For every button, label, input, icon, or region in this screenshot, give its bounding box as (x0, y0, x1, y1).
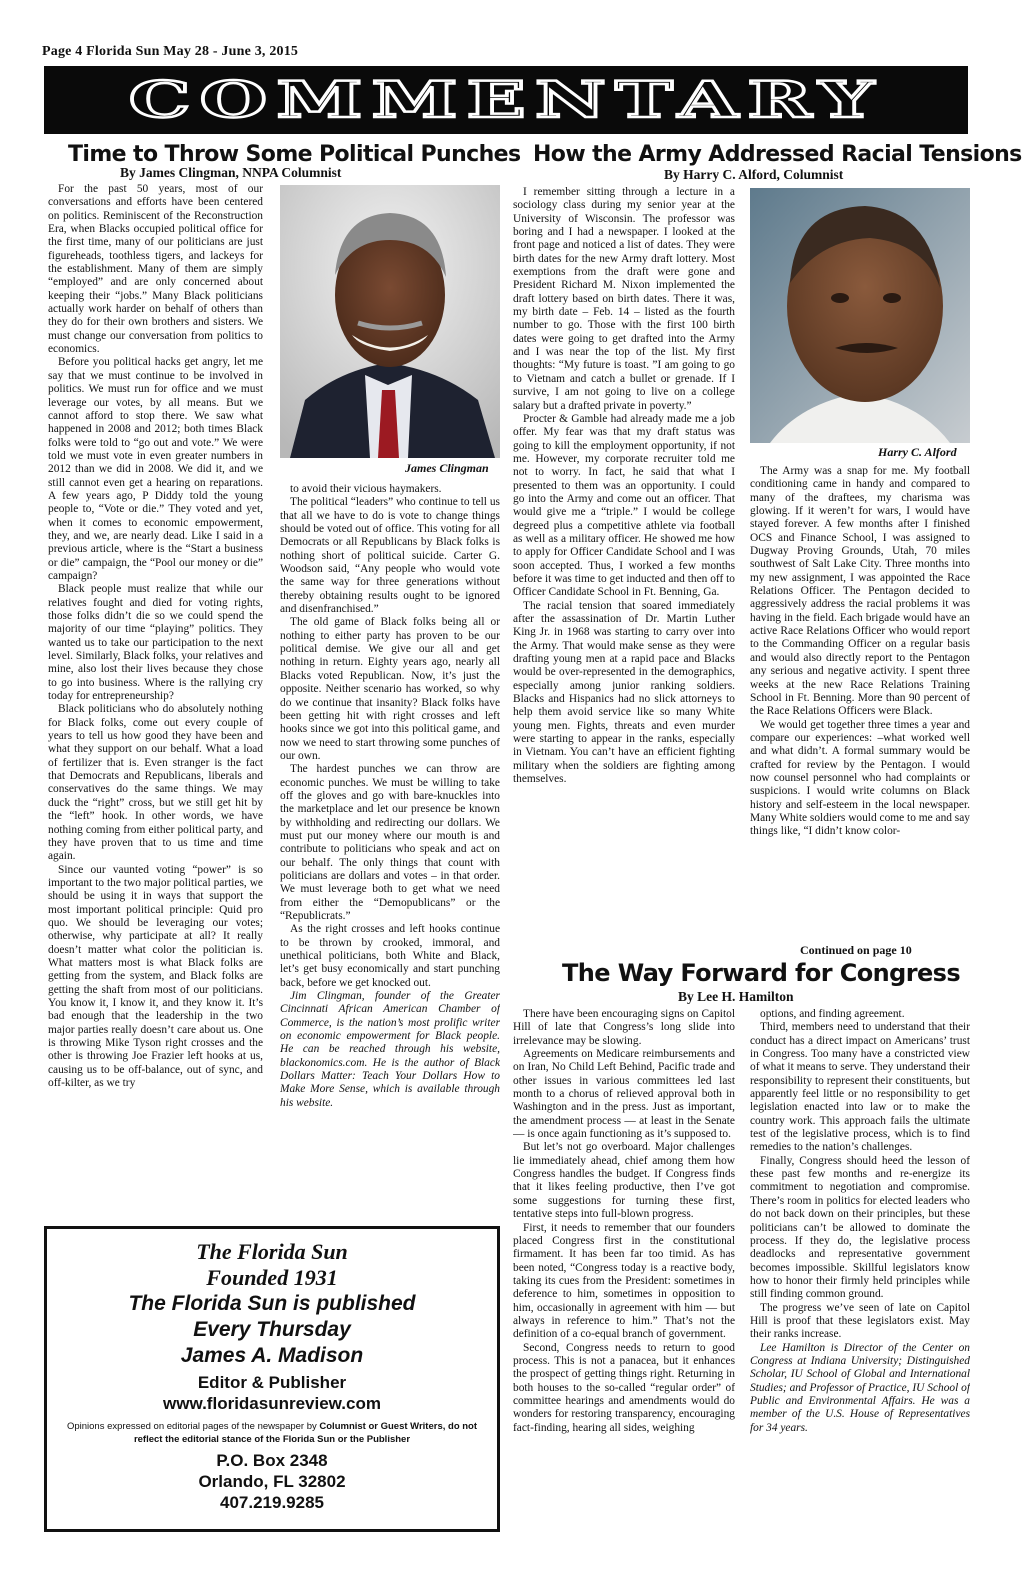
paragraph: Agreements on Medicare reimbursements and on Iran, No Child Left Behind, Pacific trade and other issues in various committees led last month to a chorus of relieved approval both in Washington and in the press. Just as important, the amendment process — at least in the Senate — is once again functioning as it’s supposed to. (513, 1048, 735, 1141)
masthead-founded: Founded 1931 (206, 1265, 338, 1290)
paragraph: First, it needs to remember that our founders placed Congress first in the constitutional firmament. It has been far too timid. As has been noted, “Congress today is a reactive body, taking its cues from the President: sometimes in deference to him, sometimes in opposition to him, occasionally in agreement with him — but always in reference to him.” That’s not the definition of a co-equal branch of government. (513, 1221, 735, 1341)
article3-headline: The Way Forward for Congress (562, 959, 961, 987)
article2-column-2 (750, 465, 970, 955)
columnist-photo-alford (750, 188, 970, 443)
article1-column-1 (48, 183, 263, 1219)
masthead-website: www.floridasunreview.com (163, 1394, 381, 1413)
article1-column-2 (280, 483, 500, 1213)
paragraph: Since our vaunted voting “power” is so important to the two major political parties, we should be using it in ways that support the most important political principle: Quid pro quo. We should be leveraging our votes; otherwise, why participate at all? It really doesn’t matter what color the politician is. What matters most is what Black folks are getting from the system, and Black folks are getting the shaft from most of our politicians. You know it, I know it, and they know it. It’s bad enough that the leadership in the two major parties really doesn’t care about us. One is throwing Mike Tyson right crosses and the other is throwing Joe Frazier left hooks at us, causing us to be off-balance, out of sync, and off-kilter, as we try (48, 863, 263, 1090)
masthead-disclaimer-part2: Columnist or Guest Writers, do not reflect the editorial stance of the Florida Sun or the Publisher (133, 1421, 478, 1445)
masthead-editor-title: Editor & Publisher (197, 1373, 347, 1392)
paragraph: Black people must realize that while our relatives fought and died for voting rights, those folks didn’t die so we could spend the majority of our time “playing” politics. They wanted us to take our participation to the next level. Similarly, Black folks, your relatives and mine, also lost their lives because they chose to go into business. Where is the rallying cry today for entrepreneurship? (48, 583, 263, 703)
paragraph: The Army was a snap for me. My football conditioning came in handy and compared to many of the draftees, my charisma was glowing. If it weren’t for wars, I would have stayed forever. A few months after I finished OCS and Finance School, I was assigned to Dugway Proving Grounds, Utah, 70 miles southwest of Salt Lake City. Three months into my new assignment, I was appointed the Race Relations Officer. The Pentagon decided to aggressively address the racial problems it was having in the field. Each brigade would have an active Race Relations Officer who would report to the Commanding Officer on a regular basis and would also directly report to the Pentagon any serious and negative activity. I spent three weeks at the new Race Relations Training School in Ft. Benning. More than 90 percent of the Race Relations Officers were Black. (750, 465, 970, 718)
article3-bio: Lee Hamilton is Director of the Center on Congress at Indiana University; Distinguished Scholar, IU School of Global and International Studies; and Professor of Practice, IU School of Public and Environmental Affairs. He was a member of the U.S. House of Representatives for 34 years. (750, 1341, 970, 1434)
paragraph: The progress we’ve seen of late on Capitol Hill is proof that these legislators exist. May their ranks increase. (750, 1301, 970, 1341)
article3-column-2-text (750, 1008, 970, 1342)
masthead-editor-name: James A. Madison (180, 1344, 364, 1367)
paragraph: to avoid their vicious haymakers. (290, 483, 442, 495)
article2-photo-caption: Harry C. Alford (878, 445, 957, 459)
masthead-paper-name: The Florida Sun (196, 1239, 348, 1264)
paragraph: Black politicians who do absolutely nothing for Black folks, come out every couple of years to tell us how good they have been and what they support on our behalf. What a load of fertilizer that is. Even stranger is the fact that Democrats and Republicans, liberals and conservatives do the same things. We may duck the “right” cross, but we still get hit by the “left” hook. In other words, we have nothing coming from either political party, and they have proven that to us time and time again. (48, 703, 263, 863)
paragraph: Finally, Congress should heed the lesson of these past few months and re-energize its commitment to negotiation and compromise. There’s room in politics for elected leaders who do not back down on their principles, but these politicians can’t be allowed to dominate the process. If they do, the legislative process deadlocks and representative government becomes impossible. Skillful legislators know how to honor their firmly held principles while still finding common ground. (750, 1154, 970, 1301)
article2-headline: How the Army Addressed Racial Tensions (533, 142, 1022, 167)
article1-photo-caption: James Clingman (405, 461, 489, 475)
paragraph: Second, Congress needs to return to good process. This is not a panacea, but it enhances the prospect of getting things right. Returning in both houses to the so-called “regular order” of committee hearings and amendments would do wonders for restoring transparency, encouraging fact-finding, hearing all sides, weighing (513, 1341, 735, 1434)
page-folio: Page 4 Florida Sun May 28 - June 3, 2015 (42, 44, 299, 59)
article3-byline: By Lee H. Hamilton (678, 989, 794, 1004)
masthead-po-box: P.O. Box 2348 (216, 1451, 328, 1470)
masthead-published: The Florida Sun is published (128, 1292, 416, 1315)
continued-notice: Continued on page 10 (800, 943, 912, 957)
paragraph: For the past 50 years, most of our conversations and efforts have been centered on politics. Reminiscent of the Reconstruction Era, when Blacks occupied political office for the first time, many of our politicians are just figureheads, toothless tigers, and lackeys for the establishment. Many of them are simply “employed” and are only concerned about keeping their “jobs.” Many Black politicians actually work harder on behalf of others than they do for their own brothers and sisters. We must change our conversation from politics to economics. (48, 183, 263, 356)
masthead-phone: 407.219.9285 (220, 1493, 324, 1512)
article3-column-1 (513, 1008, 735, 1532)
paragraph: Third, members need to understand that their conduct has a direct impact on Americans’ trust in Congress. Too many have a constricted view of what it means to serve. They understand their responsibility to represent their constituents, but apparently feel little or no responsibility to get legislation enacted into law or to make the country work. This approach fails the ultimate test of the legislative process, which is to find remedies to the nation’s challenges. (750, 1021, 970, 1154)
article1-bio: Jim Clingman, founder of the Greater Cincinnati African American Chamber of Commerce, is the nation’s most prolific writer on economic empowerment for Black people. He can be reached through his website, blackonomics.com. He is the author of Black Dollars Matter: Teach Your Dollars How to Make More Sense, which is available through his website. (280, 990, 500, 1109)
article1-byline: By James Clingman, NNPA Columnist (120, 165, 342, 180)
masthead-disclaimer-part1: Opinions expressed on editorial pages of the newspaper by (66, 1421, 320, 1432)
paragraph: We would get together three times a year and compare our experiences: –what worked well and what didn’t. A formal summary would be crafted for review by the Pentagon. I would now counsel personnel who had complaints or suspicions. I would write columns on Black history and self-esteem in the local newspaper. Many White soldiers would come to me and say things like, “I didn’t know color- (750, 718, 970, 838)
masthead-box (44, 1226, 500, 1532)
article3-column-2 (750, 1008, 970, 1553)
paragraph: The old game of Black folks being all or nothing to either party has proven to be our political demise. We give our all and get nothing in return. Eighty years ago, nearly all Blacks voted Republican. Now, it’s just the opposite. Neither scenario has worked, so why do we continue that insanity? Black folks have been getting hit with right crosses and left hooks since we got into this political game, and now we need to start throwing some punches of our own. (280, 616, 500, 762)
paragraph: The hardest punches we can throw are economic punches. We must be willing to take off the gloves and go with bare-knuckles into the marketplace and let our presence be known by withholding and redirecting our dollars. We must put our money where our mouth is and contribute to politicians who speak and act on our behalf. The only things that count with politicians are dollars and votes – in that order. We must leverage both to get what we need from either the “Demopublicans” or the “Republicrats.” (280, 763, 500, 922)
article1-headline: Time to Throw Some Political Punches (68, 142, 521, 167)
paragraph: Procter & Gamble had already made me a job offer. My fear was that my draft status was going to kill the employment opportunity, if not me. However, my corporate recruiter told me not to worry. In fact, he said that what I presented to them was an opportunity. I could go into the Army and come out an officer. That would give me a “triple.” I would be college degreed plus a competitive athlete via football as well as a military officer. He showed me how to apply for Officer Candidate School and I was soon accepted. Thus, I worked a few months before it was time to get inducted and then off to Officer Candidate School in Ft. Benning, Ga. (513, 412, 735, 599)
paragraph: But let’s not go overboard. Major challenges lie immediately ahead, chief among them how Congress handles the budget. If Congress finds that it likes feeling productive, then I’ve got some suggestions for turning these first, tentative steps into full-blown progress. (513, 1141, 735, 1221)
paragraph: Before you political hacks get angry, let me say that we must continue to be involved in politics. We must run for office and we must leverage our votes, by all means. But we cannot afford to stop there. We saw what happened in 2008 and 2012; both times Black folks were told to “go out and vote.” We were told we must vote in even greater numbers in 2012 than we did in 2008. We did it, and we still cannot even get a hearing on reparations. A few years ago, P Diddy told the young people to, “Vote or die.” They voted and yet, when it comes to economic empowerment, they, and we, are nearly dead. Like I said in a previous article, where is the “Start a business or die” campaign, the “Pool our money or die” campaign? (48, 356, 263, 582)
paragraph: There have been encouraging signs on Capitol Hill of late that Congress’s long slide into irrelevance may be slowing. (513, 1008, 735, 1047)
columnist-photo-clingman (280, 185, 500, 458)
article1-column-2-text (280, 483, 500, 990)
article2-byline: By Harry C. Alford, Columnist (664, 167, 844, 182)
paragraph: options, and finding agreement. (760, 1008, 905, 1020)
paragraph: The political “leaders” who continue to tell us that all we have to do is vote to change things should be voted out of office. This voting for all Democrats or all Republicans by Black folks is nothing short of political suicide. Carter G. Woodson said, “Any people who would vote the same way for three generations without thereby obtaining results ought to be ignored and disenfranchised.” (280, 496, 500, 616)
masthead-disclaimer (47, 1420, 497, 1446)
section-title: COMMENTARY (128, 70, 884, 129)
section-banner (44, 66, 968, 134)
paragraph: I remember sitting through a lecture in a sociology class during my senior year at the University of Wisconsin. The professor was boring and I had a newspaper. I looked at the front page and noticed a list of dates. They were birth dates for the new Army draft lottery. Most exemptions from the draft were gone and President Richard M. Nixon implemented the draft lottery based on birth dates. There it was, my birth date – Feb. 14 – listed as the fourth number to go. Those with the first 100 birth dates were going to get drafted into the Army and I was near the top of the list. My first thoughts: “My future is toast. ”I am going to go to Vietnam and catch a bullet or grenade. If I survive, I am not going to live on a college salary but a drafted private in poverty.” (513, 186, 735, 412)
paragraph: The racial tension that soared immediately after the assassination of Dr. Martin Luther King Jr. in 1968 was starting to carry over into the Army. That would make sense as they were drafting young men at a rapid pace and Blacks would be over-represented in the demographics, especially among junior ranking soldiers. Blacks and Hispanics had no slick attorneys to help them avoid service like so many White young men. Fights, threats and even murder were starting to appear in the ranks, especially in Vietnam. You can’t have an efficient fighting military when the soldiers are fighting among themselves. (513, 599, 735, 786)
paragraph: As the right crosses and left hooks continue to be thrown by crooked, immoral, and unethical politicians, both White and Black, let’s get busy economically and start punching back, before we get knocked out. (280, 923, 500, 989)
masthead-schedule: Every Thursday (193, 1318, 351, 1341)
masthead-city: Orlando, FL 32802 (198, 1472, 346, 1491)
article2-column-1 (513, 186, 735, 952)
